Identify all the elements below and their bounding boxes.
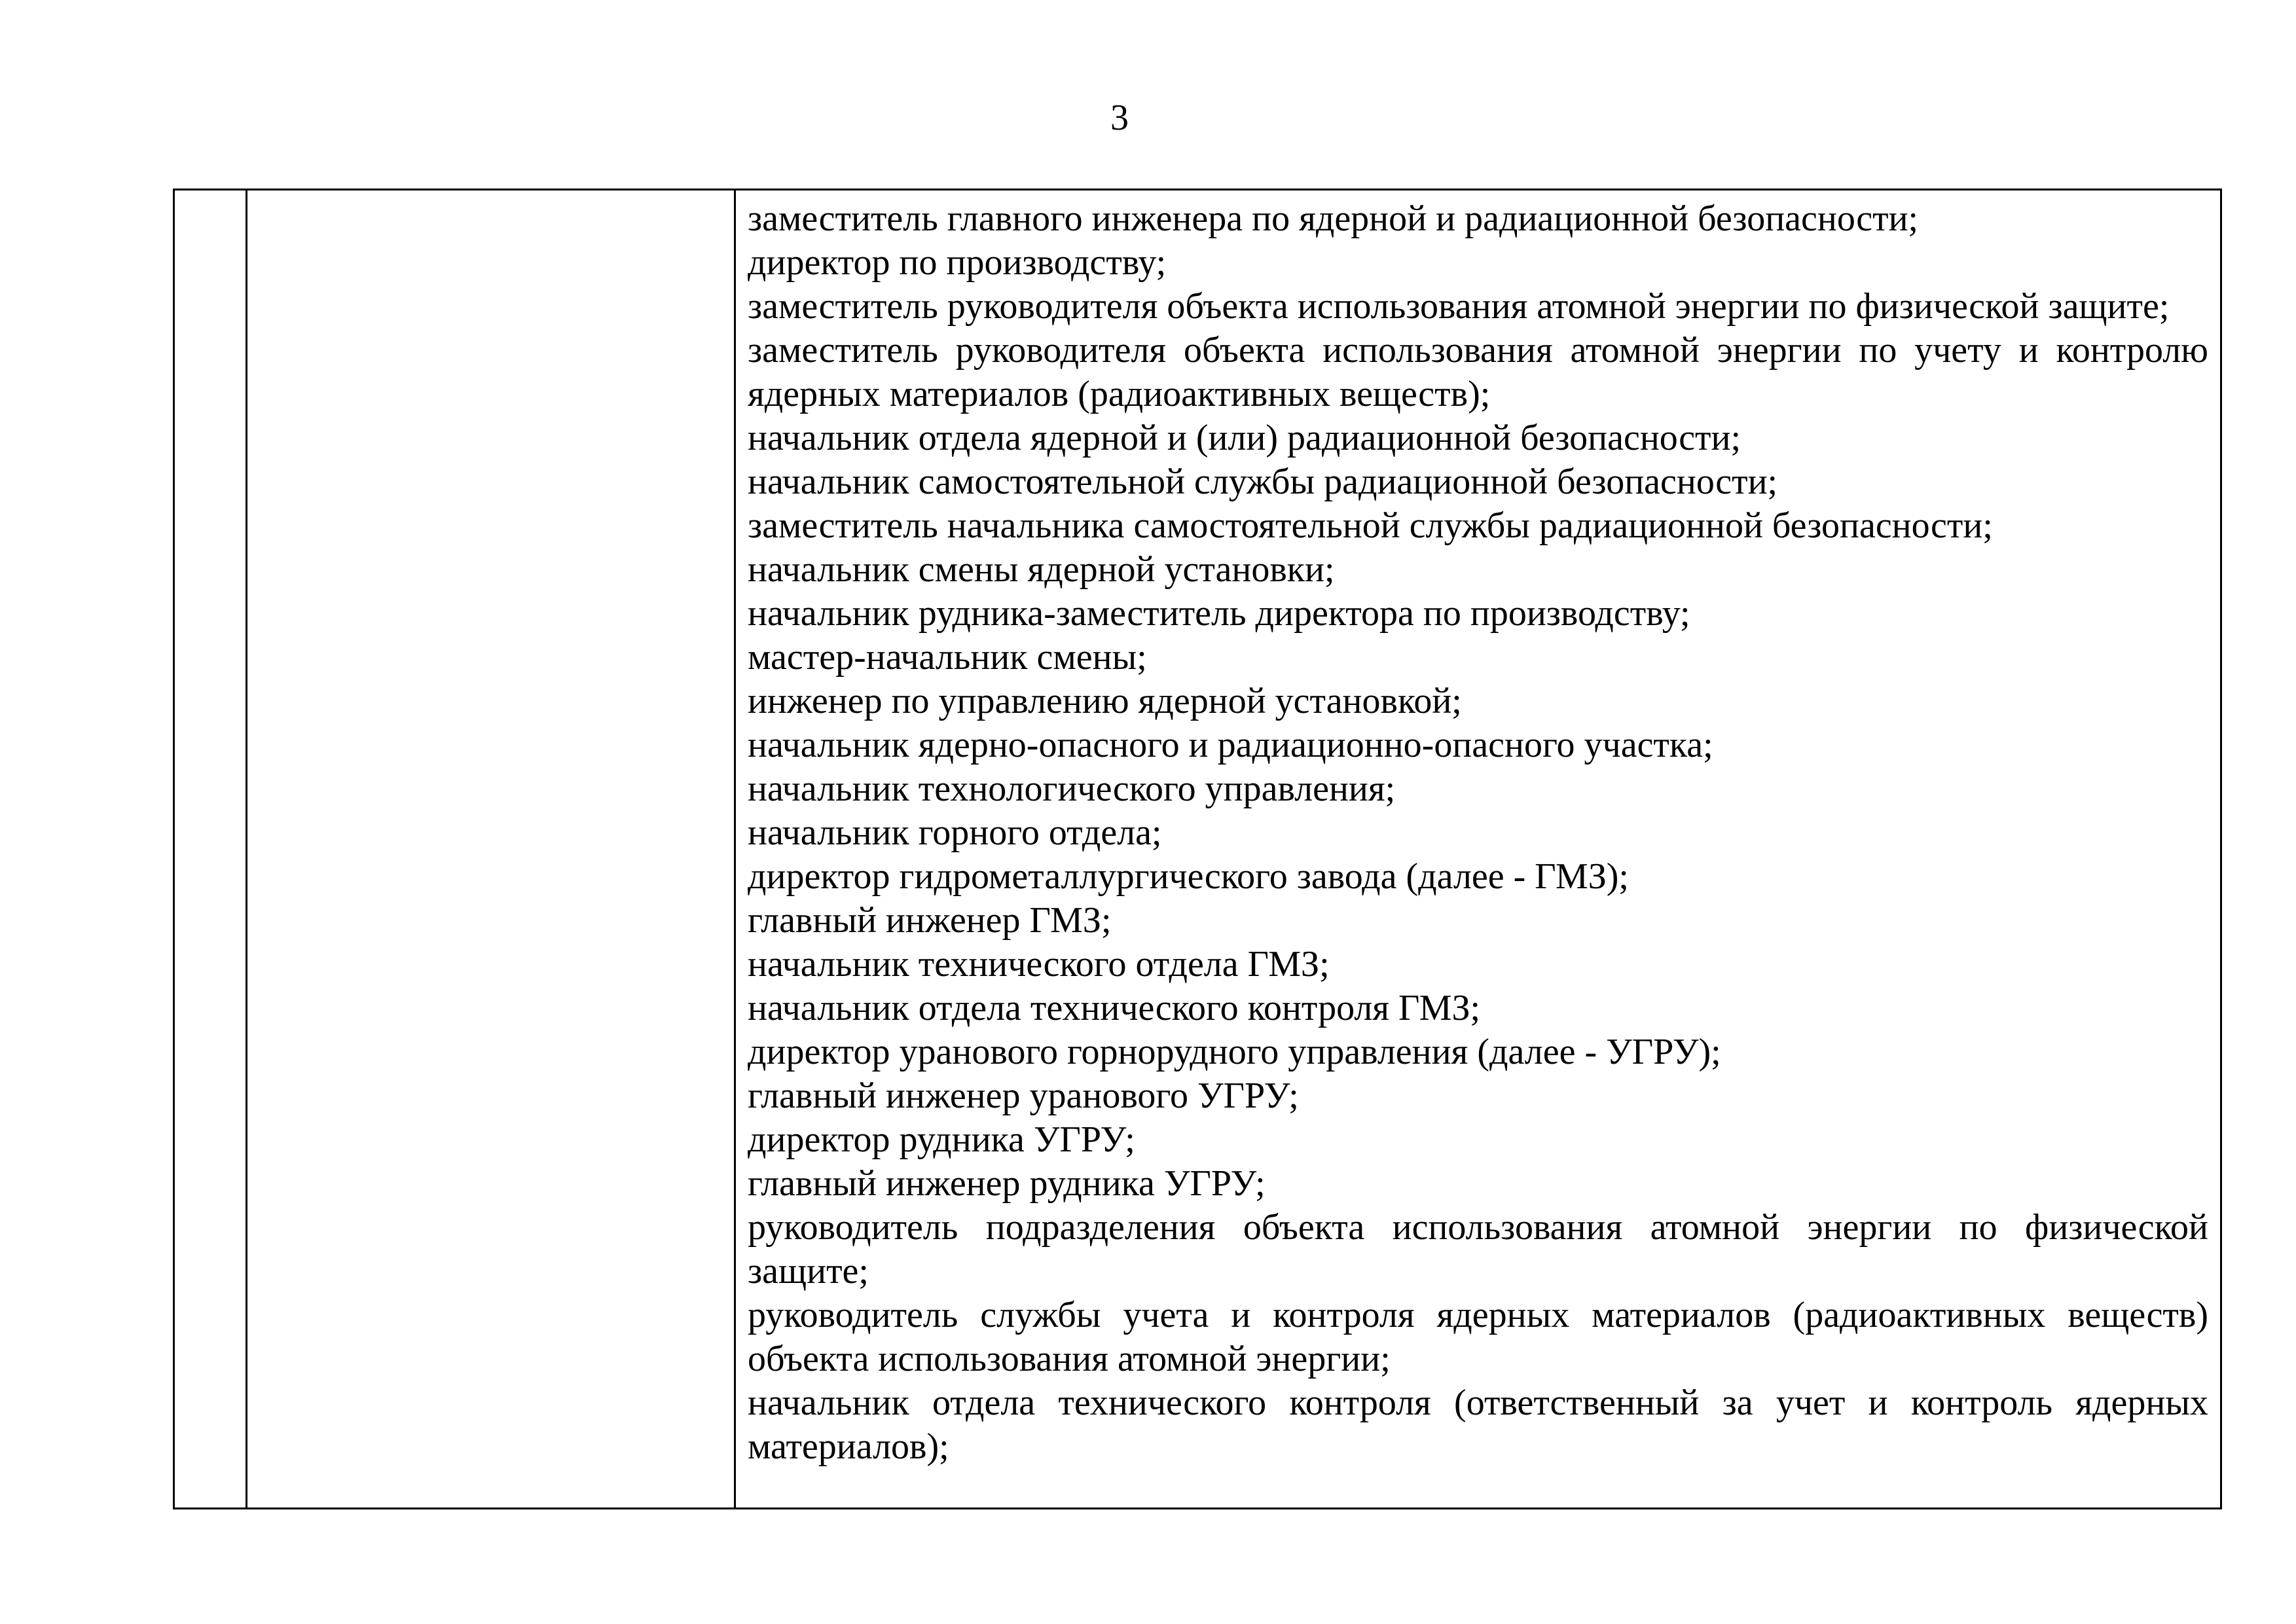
- page-number: 3: [1110, 98, 1129, 138]
- list-item: заместитель руководителя объекта использования атомной энергии по физической защите;: [748, 286, 2170, 327]
- table-cell-number: [174, 190, 247, 1509]
- list-item: начальник отдела технического контроля (ответственный за учет и контроль ядерных материалов);: [748, 1382, 2208, 1467]
- list-item: директор по производству;: [748, 242, 1167, 283]
- list-item: заместитель руководителя объекта использования атомной энергии по учету и контролю ядерных материалов (радиоактивных веществ);: [748, 330, 2208, 414]
- list-item: руководитель подразделения объекта использования атомной энергии по физической защите;: [748, 1207, 2208, 1291]
- list-item: начальник смены ядерной установки;: [748, 549, 1335, 590]
- list-item: начальник горного отдела;: [748, 812, 1162, 853]
- table-cell-positions: [735, 190, 2221, 1509]
- list-item: инженер по управлению ядерной установкой;: [748, 681, 1462, 721]
- list-item: начальник рудника-заместитель директора по производству;: [748, 593, 1690, 634]
- list-item: начальник самостоятельной службы радиационной безопасности;: [748, 461, 1778, 502]
- list-item: главный инженер уранового УГРУ;: [748, 1075, 1299, 1116]
- list-item: заместитель главного инженера по ядерной и радиационной безопасности;: [748, 198, 1919, 239]
- list-item: заместитель начальника самостоятельной службы радиационной безопасности;: [748, 505, 1993, 546]
- list-item: начальник технологического управления;: [748, 768, 1396, 809]
- list-item: начальник технического отдела ГМЗ;: [748, 944, 1330, 984]
- list-item: руководитель службы учета и контроля ядерных материалов (радиоактивных веществ) объекта использования атомной энергии;: [748, 1295, 2208, 1379]
- list-item: главный инженер рудника УГРУ;: [748, 1163, 1266, 1204]
- table-cell-name: [247, 190, 735, 1509]
- table-row: [174, 190, 2221, 1509]
- positions-list: [736, 190, 2220, 1469]
- list-item: начальник отдела технического контроля ГМЗ;: [748, 988, 1481, 1028]
- list-item: мастер-начальник смены;: [748, 637, 1147, 677]
- positions-table: [173, 189, 2222, 1509]
- list-item: начальник ядерно-опасного и радиационно-опасного участка;: [748, 725, 1713, 765]
- list-item: главный инженер ГМЗ;: [748, 900, 1112, 941]
- list-item: директор уранового горнорудного управления (далее - УГРУ);: [748, 1032, 1721, 1072]
- list-item: начальник отдела ядерной и (или) радиационной безопасности;: [748, 418, 1741, 458]
- list-item: директор рудника УГРУ;: [748, 1119, 1135, 1160]
- list-item: директор гидрометаллургического завода (далее - ГМЗ);: [748, 856, 1629, 897]
